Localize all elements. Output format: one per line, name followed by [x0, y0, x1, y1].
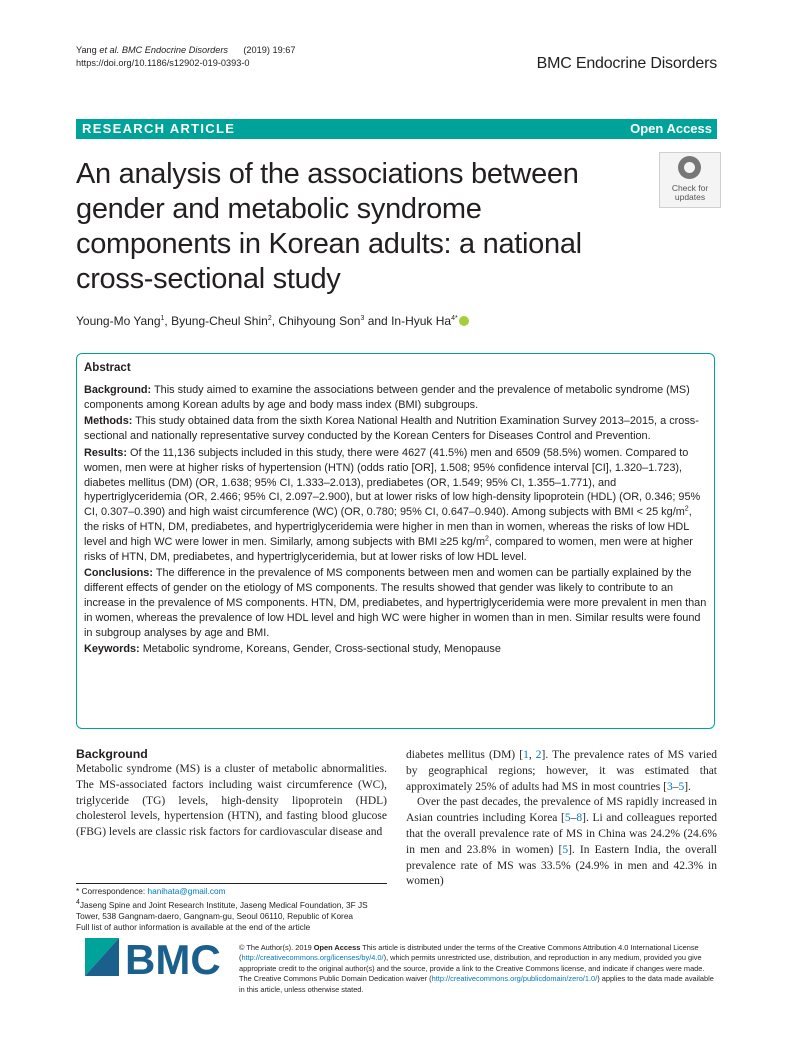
body-paragraph: Metabolic syndrome (MS) is a cluster of metabolic abnormalities. The MS-associated factors including waist circumference (WC), triglyceride (TG) levels, high-density lipoprotein (HDL) cholesterol levels, hypertension (HTN), and fasting blood glucose (FBG) levels are classic risk factors for cardiovascular disease and: [76, 763, 387, 839]
citation-link[interactable]: 2: [535, 749, 542, 761]
affiliation: $^4$Jaseng Spine and Joint Research Institute, Jaseng Medical Foundation, 3F JS Tower, 538 Gangnam-daero, Gangnam-gu, Seoul 06110, Republic of Korea: [76, 899, 368, 921]
article-title: An analysis of the associations between gender and metabolic syndrome components in Korean adults: a national cross-sectional study: [76, 158, 582, 295]
abstract-results: Results: Of the 11,136 subjects included in this study, there were 4627 (41.5%) men and 6509 (58.5%) women. Compared to women, men were at higher risks of hypertension (HTN) (odds ratio [OR], 1.508; 95% confidence interval [CI], 1.320–1.723), diabetes mellitus (DM) (OR, 1.638; 95% CI, 1.333–2.013), prediabetes (OR, 1.549; 95% CI, 1.355–1.771), and hypertriglyceridemia (OR, 2.466; 95% CI, 2.097–2.900), but at lower risks of low high-density lipoprotein (HDL) (OR, 0.346; 95% CI, 0.307–0.390) and high waist circumference (WC) (OR, 0.780; 95% CI, 0.647–0.940). Among subjects with BMI < 25 $kg/m^2$, the risks of HTN, DM, prediabetes, and hypertriglyceridemia were higher in men than in women, whereas the risks of low HDL level and high WC were lower in men. Similarly, among subjects with BMI ≥25 $kg/m^2$, compared to women, men were at higher risks of HTN, DM, prediabetes, and hypertriglyceridemia, but at lower risks of low HDL level.: [84, 446, 701, 563]
affiliation-sup: 4*: [451, 315, 458, 322]
abstract-keywords: Keywords: Metabolic syndrome, Koreans, Gender, Cross-sectional study, Menopause: [84, 643, 501, 656]
citation-link[interactable]: 5: [564, 812, 571, 825]
body-column-left: [76, 746, 387, 841]
author-name[interactable]: In-Hyuk Ha: [391, 314, 452, 328]
citation-link[interactable]: 3: [666, 780, 673, 793]
body-paragraph: diabetes mellitus (DM) [1, 2]. The prevalence rates of MS varied by geographical regions; however, it was estimated that approximately 25% of adults had MS in most countries [3–5].: [406, 749, 717, 793]
section-heading-background: Background: [76, 747, 148, 761]
citation-link[interactable]: 8: [576, 812, 583, 825]
orcid-icon[interactable]: [459, 316, 469, 326]
affiliation-sup: 3: [360, 315, 365, 322]
article-type: RESEARCH ARTICLE: [82, 121, 236, 136]
abstract-background: Background: This study aimed to examine the associations between gender and the prevalence of metabolic syndrome (MS) components among Korean adults by age and body mass index (BMI) subgroups.: [84, 383, 690, 411]
footnotes: [76, 886, 387, 933]
affiliation-sup: 1: [160, 315, 165, 322]
running-header: [76, 44, 295, 69]
journal-citation: et al. BMC Endocrine Disorders: [99, 45, 229, 55]
doi-link[interactable]: https://doi.org/10.1186/s12902-019-0393-0: [76, 57, 250, 68]
citation-link[interactable]: 5: [562, 843, 569, 856]
author-name[interactable]: Chihyoung Son: [278, 314, 361, 328]
check-updates-icon: [678, 156, 701, 179]
full-author-info-note: Full list of author information is available at the end of the article: [76, 921, 311, 932]
check-for-updates-button[interactable]: [659, 152, 721, 208]
abstract-conclusions: Conclusions: The difference in the prevalence of MS components between men and women can be partially explained by the different effects of gender on the etiology of MS components. The results showed that gender was likely to contribute to an increase in the prevalence of MS components. HTN, DM, prediabetes, and hypertriglyceridemia were more prevalent in men than in women, whereas the prevalence of low HDL level and high WC were higher in women than in men. Similar results were found in subgroup analyses by age and BMI.: [84, 567, 707, 639]
affiliation-sup: 2: [267, 315, 272, 322]
article-type-banner: [76, 119, 717, 139]
citation-line: [76, 44, 295, 57]
bmc-logo: [85, 932, 227, 982]
author-name[interactable]: Young-Mo Yang: [76, 314, 161, 328]
abstract-heading: Abstract: [84, 362, 131, 374]
license-statement: © The Author(s). 2019 Open Access This article is distributed under the terms of the Creative Commons Attribution 4.0 International License (http://creativecommons.org/licenses/by/4.0/), which permits unrestricted use, distribution, and reproduction in any medium, provided you give appropriate credit to the original author(s) and the source, provide a link to the Creative Commons license, and indicate if changes were made. The Creative Commons Public Domain Dedication waiver (http://creativecommons.org/publicdomain/zero/1.0/) applies to the data made available in this article, unless otherwise stated.: [239, 943, 714, 994]
abstract-box: [76, 353, 715, 729]
author-name[interactable]: Byung-Cheul Shin: [171, 314, 268, 328]
citation-link[interactable]: 5: [678, 780, 685, 793]
year-volume: (2019) 19:67: [243, 45, 296, 55]
correspondence: * Correspondence: hanihata@gmail.com: [76, 886, 226, 896]
license-link[interactable]: http://creativecommons.org/licenses/by/4.0/: [241, 953, 384, 963]
correspondence-email[interactable]: hanihata@gmail.com: [147, 886, 226, 896]
body-column-right: [406, 748, 717, 890]
citation-link[interactable]: 1: [523, 749, 529, 761]
check-updates-label: Check for updates: [671, 183, 709, 202]
body-paragraph: Over the past decades, the prevalence of MS rapidly increased in Asian countries including Korea [5–8]. Li and colleagues reported that the overall prevalence rate of MS in China was 24.2% (24.6% in men and 23.8% in women) [5]. In Eastern India, the overall prevalence rate of MS was 33.5% (24.9% in men and 42.3% in women): [406, 796, 718, 888]
author-list: Young-Mo Yang$^1$, Byung-Cheul Shin$^2$, Chihyoung Son$^3$ and In-Hyuk $Ha^{4*}$: [76, 314, 469, 328]
bmc-logo-text: BMC: [125, 936, 221, 982]
open-access-label: Open Access: [630, 121, 712, 136]
footnote-divider: [76, 883, 387, 884]
journal-name: BMC Endocrine Disorders: [536, 55, 717, 72]
public-domain-link[interactable]: http://creativecommons.org/publicdomain/zero/1.0/: [431, 974, 598, 984]
abstract-methods: Methods: This study obtained data from the sixth Korea National Health and Nutrition Examination Survey 2013–2015, a cross-sectional and nationally representative survey conducted by the Korean Centers for Diseases Control and Prevention.: [84, 415, 699, 443]
author-short: Yang: [76, 45, 97, 55]
